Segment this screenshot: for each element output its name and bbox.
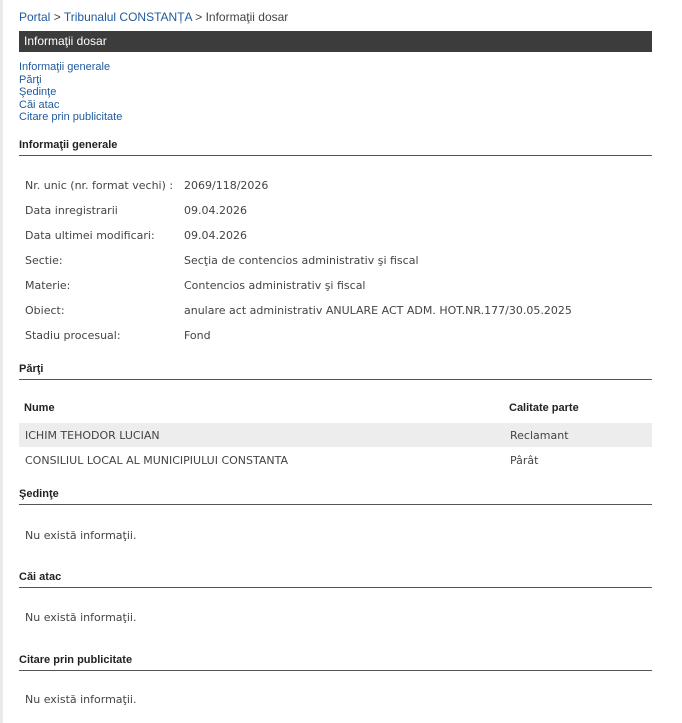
section-title-citare — [19, 654, 652, 671]
section-title-general — [19, 139, 652, 156]
info-value: 09.04.2026 — [184, 204, 247, 217]
page-title: Informaţii dosar — [24, 34, 107, 48]
toc-link-parti[interactable]: Părţi — [19, 73, 42, 86]
section-heading: Şedinţe — [19, 488, 59, 500]
party-role: Pârât — [510, 454, 539, 467]
breadcrumb-current: Informaţii dosar — [205, 10, 289, 24]
section-heading: Citare prin publicitate — [19, 654, 133, 666]
cai-atac-empty-message: Nu există informaţii. — [25, 611, 137, 624]
toc-link-informatii-generale[interactable]: Informaţii generale — [19, 61, 111, 73]
page-title-bar — [19, 31, 652, 52]
info-label: Obiect: — [25, 304, 65, 317]
section-title-sedinte — [19, 488, 652, 505]
section-heading: Informaţii generale — [19, 139, 118, 151]
parties-header-role: Calitate parte — [509, 402, 579, 414]
info-label: Sectie: — [25, 254, 63, 267]
info-label: Materie: — [25, 279, 71, 292]
toc-link-sedinte[interactable]: Şedinţe — [19, 86, 57, 98]
section-title-cai-atac — [19, 571, 652, 588]
party-name: CONSILIUL LOCAL AL MUNICIPIULUI CONSTANTA — [25, 454, 289, 467]
breadcrumb-court-link[interactable]: Tribunalul CONSTANȚA — [63, 10, 192, 24]
table-row — [19, 448, 652, 472]
info-value: Fond — [184, 329, 211, 342]
parties-header-name: Nume — [24, 402, 55, 414]
citare-empty-message: Nu există informaţii. — [25, 693, 137, 706]
section-title-parti — [19, 363, 652, 380]
left-border — [0, 0, 3, 723]
table-row — [19, 423, 652, 447]
toc-link-cai-atac[interactable]: Căi atac — [19, 98, 60, 111]
info-value: anulare act administrativ ANULARE ACT ADM. HOT.NR.177/30.05.2025 — [184, 304, 572, 317]
party-role: Reclamant — [510, 429, 569, 442]
info-label: Nr. unic (nr. format vechi) : — [25, 179, 174, 192]
info-label: Data ultimei modificari: — [25, 229, 155, 242]
toc-link-citare[interactable]: Citare prin publicitate — [19, 111, 123, 123]
breadcrumb-separator: > — [53, 10, 61, 24]
sedinte-empty-message: Nu există informaţii. — [25, 529, 137, 542]
breadcrumb-portal-link[interactable]: Portal — [19, 10, 51, 24]
info-value: 2069/118/2026 — [184, 179, 269, 192]
breadcrumb — [19, 10, 288, 24]
info-label: Data inregistrarii — [25, 204, 118, 217]
info-value: Secţia de contencios administrativ şi fiscal — [184, 254, 419, 267]
info-value: 09.04.2026 — [184, 229, 247, 242]
section-heading: Căi atac — [19, 571, 62, 583]
table-of-contents — [19, 61, 122, 124]
party-name: ICHIM TEHODOR LUCIAN — [25, 429, 160, 442]
breadcrumb-separator: > — [195, 10, 203, 24]
info-value: Contencios administrativ şi fiscal — [184, 279, 366, 292]
section-heading: Părţi — [19, 363, 44, 375]
info-label: Stadiu procesual: — [25, 329, 121, 342]
